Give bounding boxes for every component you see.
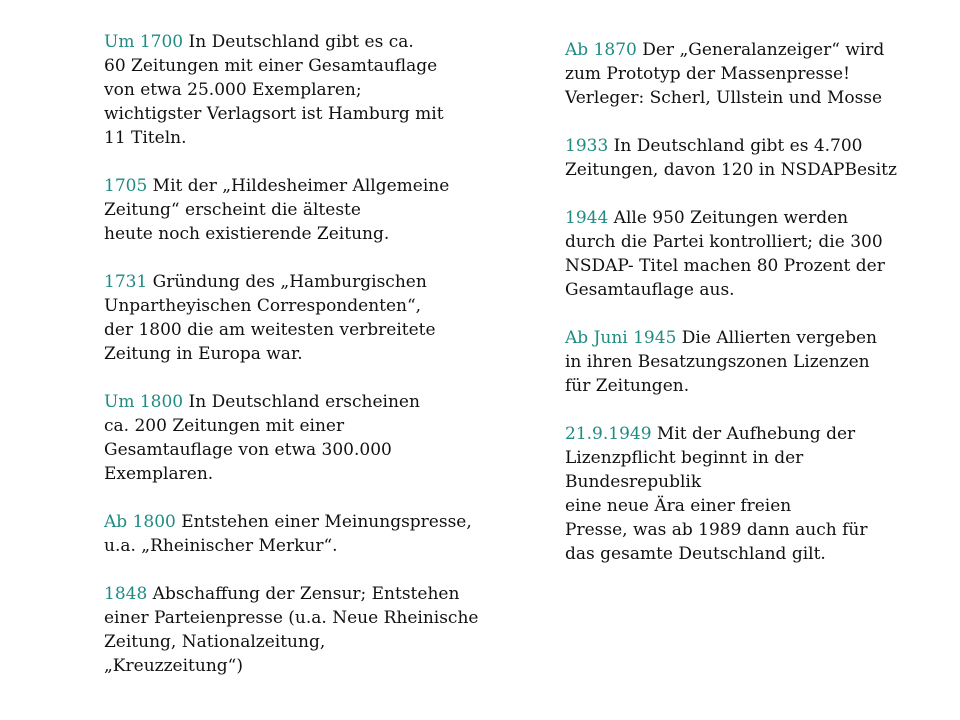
entry-text-line: heute noch existierende Zeitung. (104, 224, 390, 244)
entry-text-line: Gesamtauflage aus. (565, 280, 735, 300)
entry-text (565, 182, 566, 183)
entry-text-line: Presse, was ab 1989 dann auch für (565, 520, 868, 540)
entry-text-line: In Deutschland gibt es 4.700 (608, 136, 863, 156)
entry-text-line: für Zeitungen. (565, 376, 690, 396)
entry-year-label: 1705 (104, 176, 148, 196)
entry-text-line: wichtigster Verlagsort ist Hamburg mit (104, 104, 444, 124)
entry-text-line: Zeitung, Nationalzeitung, (104, 632, 326, 652)
entry-text (104, 150, 105, 151)
timeline-entry-ab-juni-1945 (565, 326, 925, 398)
entry-year-label: Ab 1800 (104, 512, 176, 532)
entry-text-line: in ihren Besatzungszonen Lizenzen (565, 352, 870, 372)
entry-text (104, 558, 105, 559)
entry-text (565, 398, 566, 399)
entry-year-label: 21.9.1949 (565, 424, 652, 444)
timeline-entry-1705 (104, 174, 484, 246)
entry-year-label: Ab 1870 (565, 40, 637, 60)
timeline-entry-um-1700 (104, 30, 484, 150)
entry-text-line: Die Allierten vergeben (676, 328, 877, 348)
entry-year-label: 1933 (565, 136, 609, 156)
entry-text-line: das gesamte Deutschland gilt. (565, 544, 826, 564)
entry-text (565, 110, 566, 111)
entry-text-line: Zeitung“ erscheint die älteste (104, 200, 361, 220)
entry-text-line: 11 Titeln. (104, 128, 187, 148)
entry-text (565, 566, 566, 567)
entry-text-line: Verleger: Scherl, Ullstein und Mosse (565, 88, 883, 108)
timeline-entry-ab-1870 (565, 38, 925, 110)
timeline-entry-ab-1800 (104, 510, 484, 558)
timeline-entry-1933 (565, 134, 925, 182)
entry-text (565, 302, 566, 303)
entry-year-label: Um 1800 (104, 392, 184, 412)
entry-text-line: durch die Partei kontrolliert; die 300 (565, 232, 883, 252)
entry-year-label: 1731 (104, 272, 148, 292)
right-column (565, 38, 925, 590)
entry-text-line: eine neue Ära einer freien (565, 496, 792, 516)
entry-text-line: Der „Generalanzeiger“ wird (636, 40, 885, 60)
entry-text-line: Alle 950 Zeitungen werden (608, 208, 849, 228)
entry-text-line: zum Prototyp der Massenpresse! (565, 64, 850, 84)
entry-text (104, 366, 105, 367)
entry-text-line: der 1800 die am weitesten verbreitete (104, 320, 436, 340)
left-column (104, 30, 484, 702)
timeline-entry-1731 (104, 270, 484, 366)
timeline-entry-21-9-1949 (565, 422, 925, 566)
entry-text-line: Gesamtauflage von etwa 300.000 (104, 440, 392, 460)
entry-text-line: u.a. „Rheinischer Merkur“. (104, 536, 338, 556)
entry-text (104, 246, 105, 247)
entry-text-line: Exemplaren. (104, 464, 214, 484)
entry-text-line: von etwa 25.000 Exemplaren; (104, 80, 362, 100)
entry-text-line: NSDAP- Titel machen 80 Prozent der (565, 256, 885, 276)
entry-text-line: Zeitung in Europa war. (104, 344, 303, 364)
entry-text-line: Mit der „Hildesheimer Allgemeine (147, 176, 450, 196)
entry-text-line: ca. 200 Zeitungen mit einer (104, 416, 345, 436)
entry-text-line: In Deutschland erscheinen (183, 392, 420, 412)
entry-text-line: einer Parteienpresse (u.a. Neue Rheinische (104, 608, 479, 628)
entry-text-line: Zeitungen, davon 120 in NSDAPBesitz (565, 160, 897, 180)
entry-text-line: Entstehen einer Meinungspresse, (175, 512, 472, 532)
entry-text-line: Unpartheyischen Correspondenten“, (104, 296, 422, 316)
entry-text (104, 678, 105, 679)
entry-text-line: 60 Zeitungen mit einer Gesamtauflage (104, 56, 438, 76)
entry-year-label: Ab Juni 1945 (565, 328, 677, 348)
entry-text-line: Lizenzpflicht beginnt in der (565, 448, 804, 468)
entry-text-line: „Kreuzzeitung“) (104, 656, 243, 676)
entry-text-line: Abschaffung der Zensur; Entstehen (147, 584, 460, 604)
entry-year-label: 1944 (565, 208, 609, 228)
entry-text-line: Mit der Aufhebung der (651, 424, 856, 444)
entry-year-label: Um 1700 (104, 32, 184, 52)
entry-text-line: Gründung des „Hamburgischen (147, 272, 427, 292)
timeline-entry-um-1800 (104, 390, 484, 486)
timeline-entry-1944 (565, 206, 925, 302)
entry-year-label: 1848 (104, 584, 148, 604)
timeline-entry-1848 (104, 582, 484, 678)
entry-text-line: In Deutschland gibt es ca. (183, 32, 414, 52)
entry-text-line: Bundesrepublik (565, 472, 702, 492)
entry-text (104, 486, 105, 487)
